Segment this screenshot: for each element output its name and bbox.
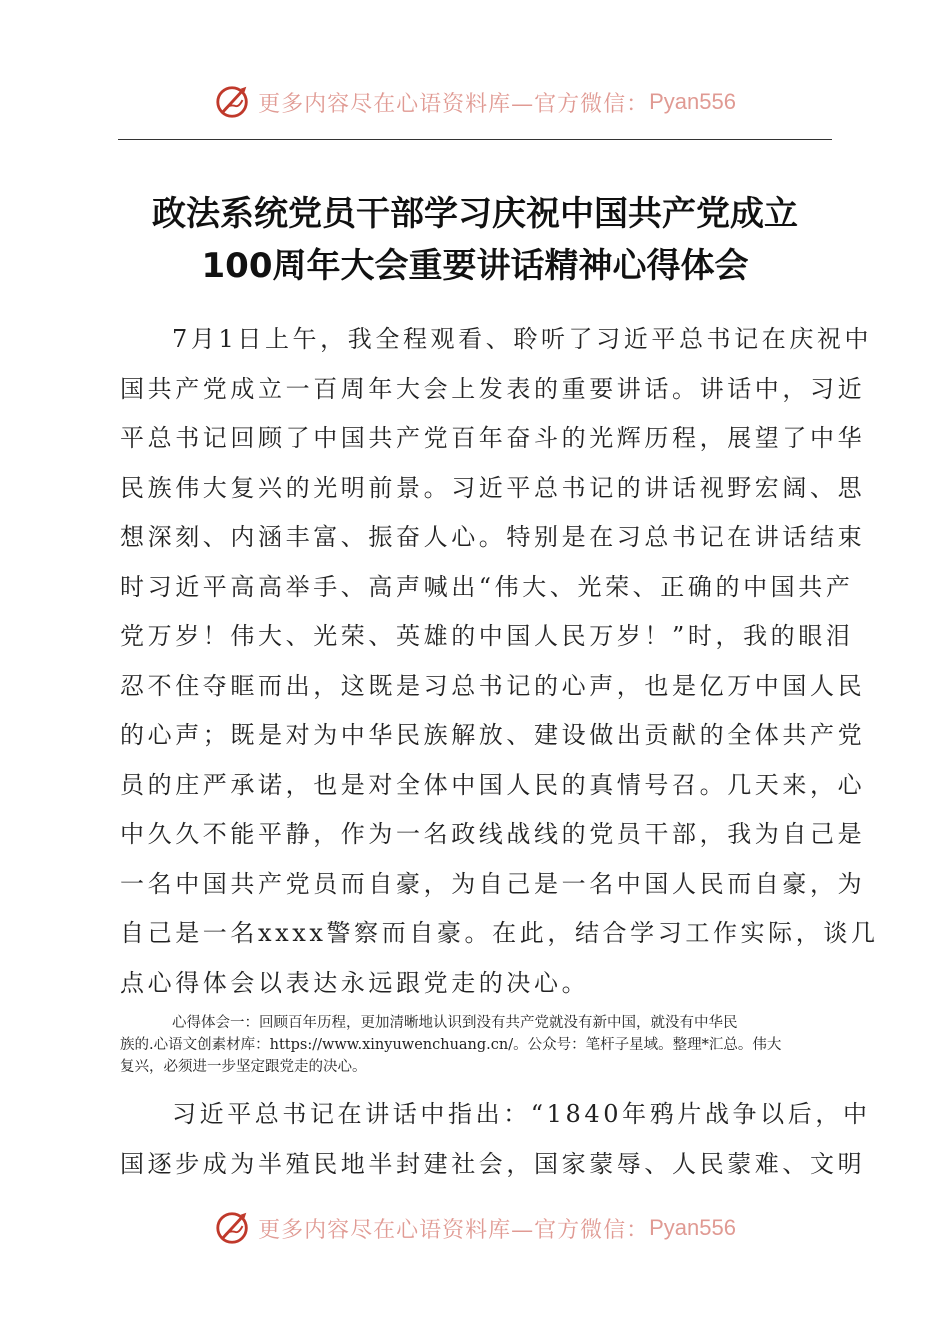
paragraph-quote <box>120 1090 871 1189</box>
text-line: 国共产党成立一百周年大会上发表的重要讲话。讲话中，习近 <box>120 374 866 403</box>
footer-wechat-id: Pyan556 <box>649 1215 736 1240</box>
text-line: 点心得体会以表达永远跟党走的决心。 <box>120 968 590 997</box>
page-title <box>118 188 832 292</box>
pen-logo-icon <box>214 83 252 121</box>
text-line: 员的庄严承诺，也是对全体中国人民的真情号召。几天来，心 <box>120 770 866 799</box>
title-line-1: 政法系统党员干部学习庆祝中国共产党成立 <box>152 194 798 234</box>
footer-banner-text: 更多内容尽在心语资料库—官方微信： <box>258 1217 650 1243</box>
header-divider <box>118 139 832 140</box>
header-banner-text: 更多内容尽在心语资料库—官方微信： <box>258 91 650 117</box>
text-line: 时习近平高高举手、高声喊出“伟大、光荣、正确的中国共产 <box>120 572 854 601</box>
text-line: 中久久不能平静，作为一名政线战线的党员干部，我为自己是 <box>120 820 866 848</box>
footer-banner <box>0 1206 950 1250</box>
header-banner <box>0 80 950 124</box>
title-line-2: 100周年大会重要讲话精神心得体会 <box>201 246 749 286</box>
pen-logo-icon <box>214 1209 252 1247</box>
text-line: 忍不住夺眶而出，这既是习总书记的心声，也是亿万中国人民 <box>120 671 866 700</box>
header-wechat-id: Pyan556 <box>649 89 736 114</box>
text-line: 的心声；既是对为中华民族解放、建设做出贡献的全体共产党 <box>120 721 866 749</box>
text-line: 习近平总书记在讲话中指出：“1840年鸦片战争以后，中 <box>172 1100 871 1128</box>
note-line: 族的.心语文创素材库：https://www.xinyuwenchuang.cn/。公众号：笔杆子星域。整理*汇总。伟大 <box>120 1037 782 1053</box>
text-line: 一名中国共产党员而自豪，为自己是一名中国人民而自豪，为 <box>120 869 866 898</box>
note-line: 复兴，必须进一步坚定跟党走的决心。 <box>120 1059 367 1075</box>
text-line: 自己是一名xxxx警察而自豪。在此，结合学习工作实际，谈几 <box>120 919 879 947</box>
text-line: 想深刻、内涵丰富、振奋人心。特别是在习总书记在讲话结束 <box>120 523 866 551</box>
text-line: 7月1日上午，我全程观看、聆听了习近平总书记在庆祝中 <box>172 325 873 353</box>
note-line: 心得体会一：回顾百年历程，更加清晰地认识到没有共产党就没有新中国，就没有中华民 <box>172 1015 738 1031</box>
text-line: 国逐步成为半殖民地半封建社会，国家蒙辱、人民蒙难、文明 <box>120 1149 866 1178</box>
text-line: 平总书记回顾了中国共产党百年奋斗的光辉历程，展望了中华 <box>120 424 866 452</box>
experience-note <box>120 1012 832 1078</box>
paragraph-intro <box>120 315 879 1008</box>
text-line: 党万岁！伟大、光荣、英雄的中国人民万岁！”时，我的眼泪 <box>120 622 854 650</box>
text-line: 民族伟大复兴的光明前景。习近平总书记的讲话视野宏阔、思 <box>120 473 866 502</box>
